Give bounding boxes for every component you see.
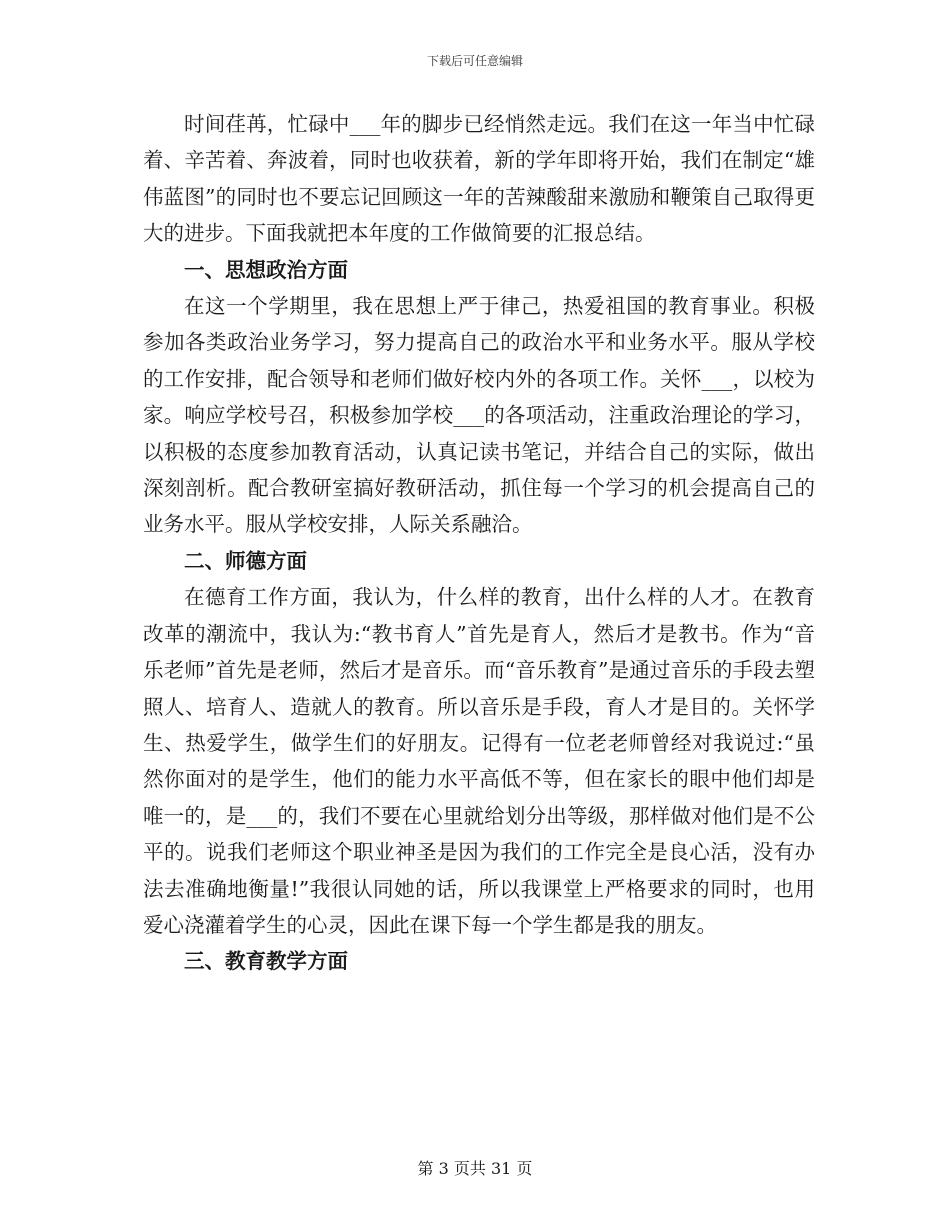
page-header: 下载后可任意编辑 (426, 54, 523, 68)
ethics-paragraph: 在德育工作方面，我认为，什么样的教育，出什么样的人才。在教育改革的潮流中，我认为:“教书育人”首先是育人，然后才是教书。作为“音乐老师”首先是老师，然后才是音乐。而“音乐教育”是通过音乐的手段去塑照人、培育人、造就人的教育。所以音乐是手段，育人才是目的。关怀学生、热爱学生，做学生们的好朋友。记得有一位老老师曾经对我说过:“虽然你面对的是学生，他们的能力水平高低不等，但在家长的眼中他们却是唯一的，是___的，我们不要在心里就给划分出等级，那样做对他们是不公平的。说我们老师这个职业神圣是因为我们的工作完全是良心活，没有办法去准确地衡量!”我很认同她的话，所以我课堂上严格要求的同时，也用爱心浇灌着学生的心灵，因此在课下每一个学生都是我的朋友。 (143, 585, 815, 937)
ideology-paragraph: 在这一个学期里，我在思想上严于律己，热爱祖国的教育事业。积极参加各类政治业务学习，努力提高自己的政治水平和业务水平。服从学校的工作安排，配合领导和老师们做好校内外的各项工作。关怀___，以校为家。响应学校号召，积极参加学校___的各项活动，注重政治理论的学习，以积极的态度参加教育活动，认真记读书笔记，并结合自己的实际，做出深刻剖析。配合教研室搞好教研活动，抓住每一个学习的机会提高自己的业务水平。服从学校安排，人际关系融洽。 (143, 294, 815, 537)
page-footer: 第 3 页共 31 页 (417, 1159, 533, 1178)
section-heading-teaching: 三、教育教学方面 (184, 949, 348, 974)
intro-paragraph: 时间荏苒，忙碌中___年的脚步已经悄然走远。我们在这一年当中忙碌着、辛苦着、奔波着，同时也收获着，新的学年即将开始，我们在制定“雄伟蓝图”的同时也不要忘记回顾这一年的苦辣酸甜来激励和鞭策自己取得更大的进步。下面我就把本年度的工作做简要的汇报总结。 (143, 112, 815, 246)
section-heading-ideology: 一、思想政治方面 (184, 257, 348, 282)
section-heading-ethics: 二、师德方面 (184, 548, 307, 573)
document-body (143, 106, 815, 980)
